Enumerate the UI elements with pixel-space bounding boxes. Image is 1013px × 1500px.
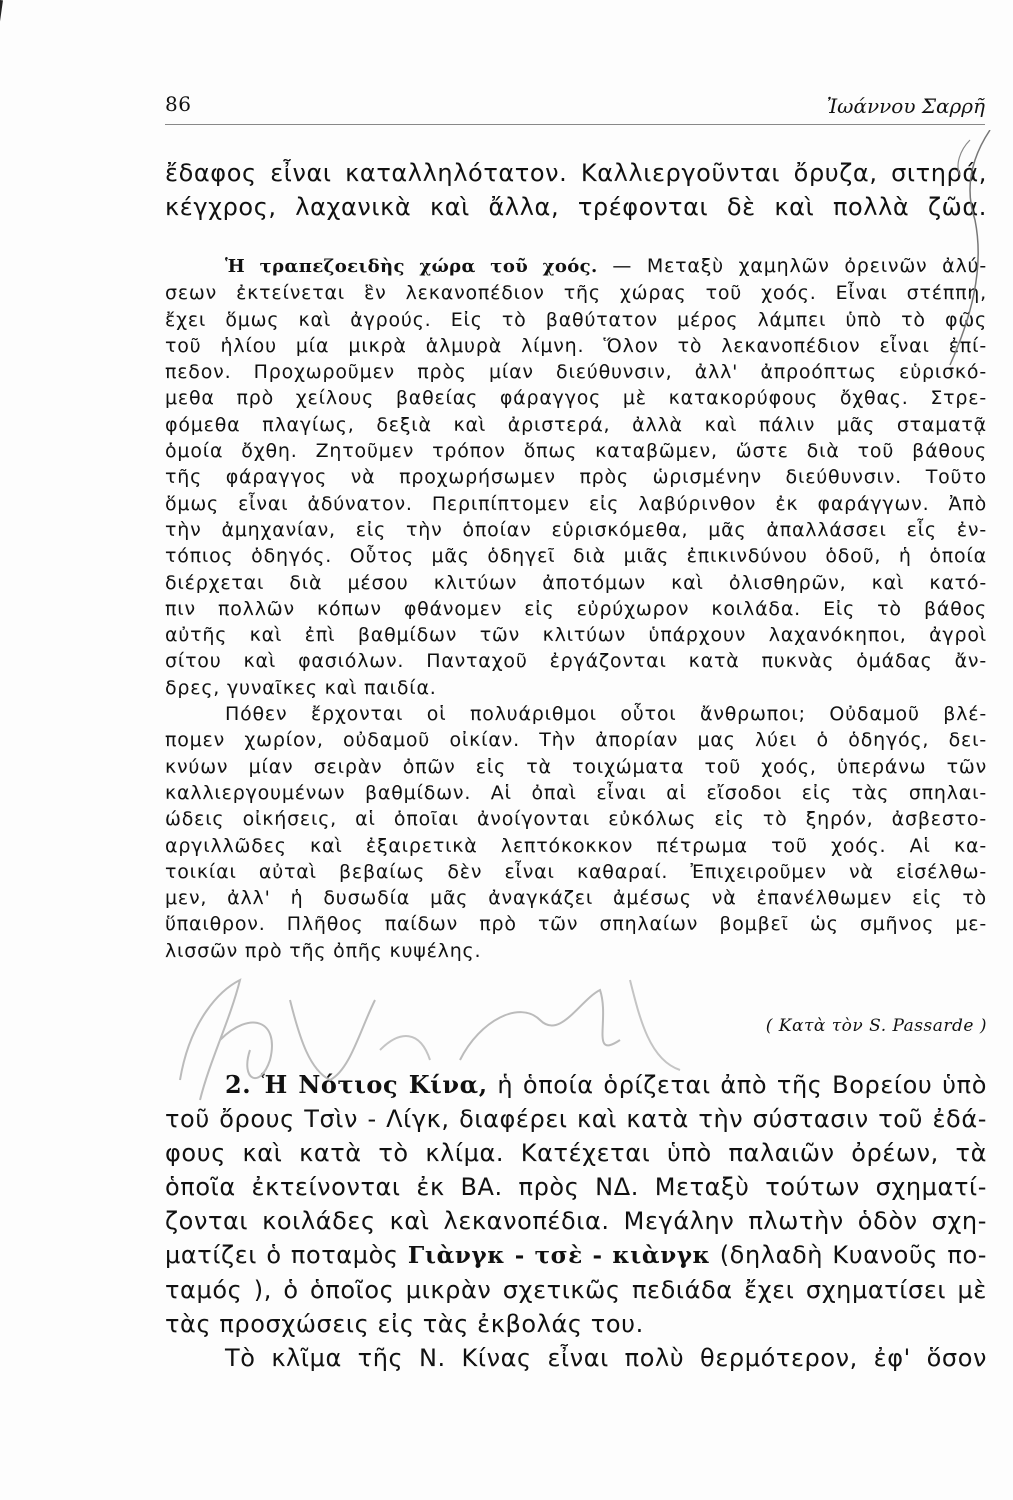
source-citation: ( Κατὰ τὸν S. Passarde ) (765, 1016, 987, 1036)
section-first-line-text: ἡ ὁποία ὁρίζεται ἀπὸ τῆς Βορείου ὑπὸ (497, 1071, 987, 1099)
text-line: τῆς φάραγγος νὰ προχωρήσωμεν πρὸς ὡρισμένην διεύθυνσιν. Τοῦτο (165, 466, 987, 489)
passage-title: Ἡ τραπεζοειδὴς χώρα τοῦ χοός. (225, 256, 598, 277)
section-number: 2. (225, 1070, 252, 1099)
passage-first-line (165, 253, 987, 280)
text-line: τὰς προσχώσεις εἰς τὰς ἐκβολάς του. (165, 1310, 644, 1338)
text-line: τὴν ἀμηχανίαν, εἰς τὴν ὁποίαν εὑρισκόμεθα, μᾶς ἀπαλλάσσει εἷς ἐν- (165, 518, 987, 541)
text-line: καλλιεργουμένων βαθμίδων. Αἱ ὀπαὶ εἶναι αἱ εἴσοδοι εἰς τὰς σπηλαι- (165, 781, 987, 804)
passage-first-line-text: — Μεταξὺ χαμηλῶν ὀρεινῶν ἀλύ- (612, 255, 987, 277)
text-line: σίτου καὶ φασιόλων. Πανταχοῦ ἐργάζονται κατὰ πυκνὰς ὁμάδας ἄν- (165, 650, 987, 673)
running-head: Ἰωάννου Σαρρῆ (826, 94, 985, 118)
river-line-post: (δηλαδὴ Κυανοῦς πο- (719, 1241, 987, 1269)
text-line: μεθα πρὸ χείλους βαθείας φάραγγος μὲ κατακορύφους ὄχθας. Στρε- (165, 387, 987, 410)
text-line: ώδεις οἰκήσεις, αἱ ὁποῖαι ἀνοίγονται εὐκόλως εἰς τὸ ξηρόν, ἀσβεστο- (165, 808, 987, 831)
page-edge-shadow (0, 0, 3, 90)
text-line: τοῦ ὄρους Τσὶν - Λίγκ, διαφέρει καὶ κατὰ τὴν σύστασιν τοῦ ἐδά- (165, 1105, 987, 1133)
section-2 (165, 1068, 987, 1375)
text-line: αὐτῆς καὶ ἐπὶ βαθμίδων τῶν κλιτύων ὑπάρχουν λαχανόκηποι, ἀγροὶ (165, 624, 987, 647)
page-number: 86 (165, 92, 192, 116)
text-line: κνύων μίαν σειρὰν ὀπῶν εἰς τὰ τοιχώματα τοῦ χοός, ὑπεράνω τῶν (165, 755, 987, 778)
text-line: τόπιος ὁδηγός. Οὗτος μᾶς ὁδηγεῖ διὰ μιᾶς ἐπικινδύνου ὁδοῦ, ἡ ὁποία (165, 545, 987, 568)
text-line: ταμός ), ὁ ὁποῖος μικρὰν σχετικῶς πεδιάδα ἔχει σχηματίσει μὲ (165, 1276, 987, 1304)
text-line: πιν πολλῶν κόπων φθάνομεν εἰς εὐρύχωρον κοιλάδα. Εἰς τὸ βάθος (165, 597, 987, 620)
text-line: ζονται κοιλάδες καὶ λεκανοπέδια. Μεγάλην πλωτὴν ὁδὸν σχη- (165, 1207, 987, 1235)
text-line: φους καὶ κατὰ τὸ κλίμα. Κατέχεται ὑπὸ παλαιῶν ὀρέων, τὰ (165, 1139, 987, 1167)
text-line: Τὸ κλῖμα τῆς Ν. Κίνας εἶναι πολὺ θερμότερον, ἐφ' ὅσον (225, 1344, 987, 1372)
text-line: ὁποῖα ἐκτείνονται ἐκ ΒΑ. πρὸς ΝΔ. Μεταξὺ τούτων σχηματί- (165, 1173, 987, 1201)
section-heading-line (165, 1068, 987, 1102)
reading-passage (165, 253, 987, 964)
text-line: δρες, γυναῖκες καὶ παιδία. (165, 676, 437, 699)
text-line: φόμεθα πλαγίως, δεξιὰ καὶ ἀριστερά, ἀλλὰ καὶ πάλιν μᾶς σταματᾷ (165, 413, 987, 436)
page-header (165, 92, 985, 125)
section-heading: Ἡ Νότιος Κίνα, (261, 1070, 488, 1099)
text-line: τοῦ ἡλίου μία μικρὰ ἁλμυρὰ λίμνη. Ὅλον τὸ λεκανοπέδιον εἶναι ἐπί- (165, 334, 987, 357)
text-line: ὅμως εἶναι ἀδύνατον. Περιπίπτομεν εἰς λαβύρινθον ἐκ φαράγγων. Ἀπὸ (165, 492, 987, 515)
text-line: διέρχεται διὰ μέσου κλιτύων ἀποτόμων καὶ ὀλισθηρῶν, καὶ κατό- (165, 571, 987, 594)
text-line: ὕπαιθρον. Πλῆθος παίδων πρὸ τῶν σπηλαίων βομβεῖ ὡς σμῆνος με- (165, 913, 987, 936)
text-line: πεδον. Προχωροῦμεν πρὸς μίαν διεύθυνσιν, ἀλλ' ἀπροόπτως εὑρισκό- (165, 361, 987, 384)
river-name: Γιὰνγκ - τσὲ - κιὰνγκ (407, 1242, 711, 1269)
text-line: κέγχρος, λαχανικὰ καὶ ἄλλα, τρέφονται δὲ καὶ πολλὰ ζῶα. (165, 193, 987, 221)
intro-paragraph (165, 156, 987, 224)
text-line: ἔδαφος εἶναι καταλληλότατον. Καλλιεργοῦνται ὄρυζα, σιτηρά, (165, 159, 987, 187)
text-line: τοικίαι αὐταὶ βεβαίως δὲν εἶναι καθαραί. Ἐπιχειροῦμεν νὰ εἰσέλθω- (165, 860, 987, 883)
river-line (165, 1238, 987, 1273)
text-line: αργιλλῶδες καὶ ἐξαιρετικὰ λεπτόκοκκον πέτρωμα τοῦ χοός. Αἱ κα- (165, 834, 987, 857)
text-line: Πόθεν ἔρχονται οἱ πολυάριθμοι οὗτοι ἄνθρωποι; Οὐδαμοῦ βλέ- (225, 703, 987, 726)
text-line: σεων ἐκτείνεται ἓν λεκανοπέδιον τῆς χώρας τοῦ χοός. Εἶναι στέππη, (165, 282, 987, 305)
text-line: μεν, ἀλλ' ἡ δυσωδία μᾶς ἀναγκάζει ἀμέσως νὰ ἐπανέλθωμεν εἰς τὸ (165, 887, 987, 910)
text-line: πομεν χωρίον, οὐδαμοῦ οἰκίαν. Τὴν ἀπορίαν μας λύει ὁ ὁδηγός, δει- (165, 729, 987, 752)
text-line: ἔχει ὅμως καὶ ἀγρούς. Εἰς τὸ βαθύτατον μέρος λάμπει ὑπὸ τὸ φῶς (165, 308, 987, 331)
text-line: λισσῶν πρὸ τῆς ὀπῆς κυψέλης. (165, 939, 482, 962)
river-line-pre: ματίζει ὁ ποταμὸς (165, 1241, 399, 1269)
text-line: ὁμοία ὄχθη. Ζητοῦμεν τρόπον ὅπως καταβῶμεν, ὥστε διὰ τοῦ βάθους (165, 440, 987, 463)
